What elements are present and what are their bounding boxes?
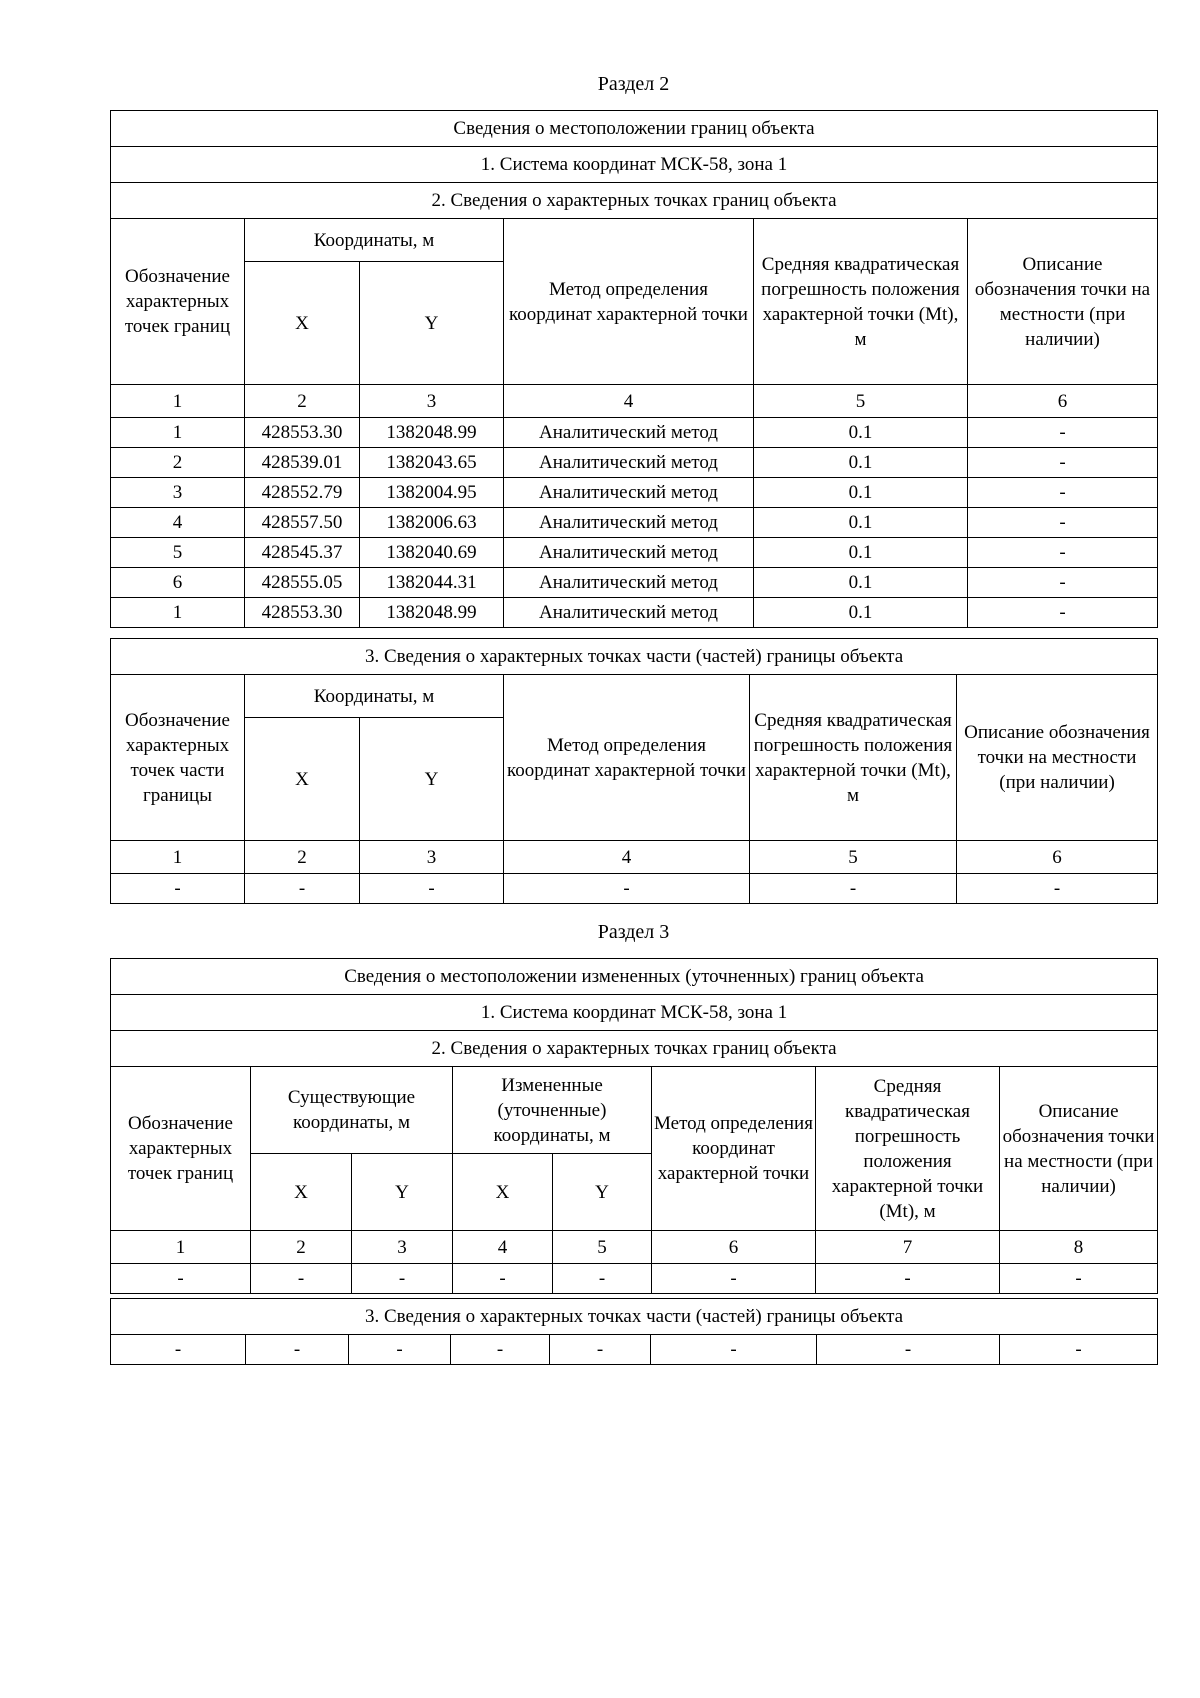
mt-cell: 0.1	[754, 508, 968, 538]
col-coords: Координаты, м	[245, 219, 504, 262]
col-number: 5	[754, 385, 968, 418]
col-changed-coords: Измененные (уточненные) координаты, м	[453, 1067, 652, 1154]
x-cell: 428553.30	[245, 598, 360, 628]
dash-cell: -	[550, 1335, 651, 1365]
table-row	[111, 598, 1158, 628]
point-cell: 6	[111, 568, 245, 598]
dash-cell: -	[245, 874, 360, 904]
point-cell: 1	[111, 598, 245, 628]
point-cell: 3	[111, 478, 245, 508]
col-number: 3	[352, 1231, 453, 1264]
point-cell: 4	[111, 508, 245, 538]
x-cell: 428545.37	[245, 538, 360, 568]
col-y-existing: Y	[352, 1154, 453, 1231]
dash-cell: -	[1000, 1335, 1158, 1365]
dash-cell: -	[246, 1335, 349, 1365]
y-cell: 1382040.69	[360, 538, 504, 568]
col-number: 6	[652, 1231, 816, 1264]
section3-part3-table	[110, 1298, 1158, 1365]
x-cell: 428539.01	[245, 448, 360, 478]
col-description: Описание обозначения точки на местности (при наличии)	[968, 219, 1158, 385]
dash-cell: -	[651, 1335, 817, 1365]
point-cell: 5	[111, 538, 245, 568]
table-row	[111, 508, 1158, 538]
col-number: 5	[553, 1231, 652, 1264]
section3-table	[110, 958, 1158, 1294]
y-cell: 1382006.63	[360, 508, 504, 538]
col-number: 8	[1000, 1231, 1158, 1264]
section3-part3-title: 3. Сведения о характерных точках части (частей) границы объекта	[111, 1299, 1158, 1335]
col-error: Средняя квадратическая погрешность положения характерной точки (Mt), м	[754, 219, 968, 385]
col-number: 2	[245, 385, 360, 418]
col-number: 2	[245, 841, 360, 874]
method-cell: Аналитический метод	[504, 508, 754, 538]
method-cell: Аналитический метод	[504, 448, 754, 478]
col-number: 1	[111, 841, 245, 874]
y-cell: 1382043.65	[360, 448, 504, 478]
col-number: 5	[750, 841, 957, 874]
dash-cell: -	[750, 874, 957, 904]
dash-cell: -	[251, 1264, 352, 1294]
dash-cell: -	[111, 1264, 251, 1294]
desc-cell: -	[968, 418, 1158, 448]
section3-part2-title: 2. Сведения о характерных точках границ объекта	[111, 1031, 1158, 1067]
col-error: Средняя квадратическая погрешность положения характерной точки (Mt), м	[816, 1067, 1000, 1231]
col-number: 4	[453, 1231, 553, 1264]
col-description: Описание обозначения точки на местности (при наличии)	[957, 675, 1158, 841]
table-row	[111, 538, 1158, 568]
section2-part2-title: 2. Сведения о характерных точках границ объекта	[111, 183, 1158, 219]
dash-cell: -	[111, 1335, 246, 1365]
section2-part3-title: 3. Сведения о характерных точках части (частей) границы объекта	[111, 639, 1158, 675]
col-x-existing: X	[251, 1154, 352, 1231]
method-cell: Аналитический метод	[504, 568, 754, 598]
col-number: 7	[816, 1231, 1000, 1264]
x-cell: 428552.79	[245, 478, 360, 508]
y-cell: 1382044.31	[360, 568, 504, 598]
col-coords: Координаты, м	[245, 675, 504, 718]
col-number: 4	[504, 841, 750, 874]
col-description: Описание обозначения точки на местности (при наличии)	[1000, 1067, 1158, 1231]
dash-cell: -	[1000, 1264, 1158, 1294]
desc-cell: -	[968, 598, 1158, 628]
col-designation: Обозначение характерных точек границ	[111, 1067, 251, 1231]
dash-cell: -	[816, 1264, 1000, 1294]
col-number: 3	[360, 385, 504, 418]
desc-cell: -	[968, 538, 1158, 568]
dash-cell: -	[111, 874, 245, 904]
col-number: 3	[360, 841, 504, 874]
mt-cell: 0.1	[754, 568, 968, 598]
col-number: 2	[251, 1231, 352, 1264]
y-cell: 1382048.99	[360, 598, 504, 628]
dash-cell: -	[451, 1335, 550, 1365]
dash-cell: -	[817, 1335, 1000, 1365]
table-row	[111, 1335, 1158, 1365]
col-method: Метод определения координат характерной точки	[504, 219, 754, 385]
col-existing-coords: Существующие координаты, м	[251, 1067, 453, 1154]
dash-cell: -	[553, 1264, 652, 1294]
desc-cell: -	[968, 478, 1158, 508]
desc-cell: -	[968, 568, 1158, 598]
method-cell: Аналитический метод	[504, 598, 754, 628]
section3-title: Раздел 3	[597, 921, 670, 943]
table-row	[111, 418, 1158, 448]
dash-cell: -	[349, 1335, 451, 1365]
dash-cell: -	[360, 874, 504, 904]
col-number: 4	[504, 385, 754, 418]
x-cell: 428553.30	[245, 418, 360, 448]
col-error: Средняя квадратическая погрешность положения характерной точки (Mt), м	[750, 675, 957, 841]
col-number: 6	[968, 385, 1158, 418]
col-number: 6	[957, 841, 1158, 874]
col-x: X	[245, 718, 360, 841]
method-cell: Аналитический метод	[504, 538, 754, 568]
mt-cell: 0.1	[754, 418, 968, 448]
method-cell: Аналитический метод	[504, 418, 754, 448]
table-row	[111, 874, 1158, 904]
col-number: 1	[111, 1231, 251, 1264]
col-y: Y	[360, 718, 504, 841]
y-cell: 1382048.99	[360, 418, 504, 448]
dash-cell: -	[352, 1264, 453, 1294]
point-cell: 1	[111, 418, 245, 448]
mt-cell: 0.1	[754, 538, 968, 568]
x-cell: 428555.05	[245, 568, 360, 598]
point-cell: 2	[111, 448, 245, 478]
col-y: Y	[360, 262, 504, 385]
section3-header: Сведения о местоположении измененных (уточненных) границ объекта	[111, 959, 1158, 995]
mt-cell: 0.1	[754, 598, 968, 628]
section2-header: Сведения о местоположении границ объекта	[111, 111, 1158, 147]
section2-part3-table	[110, 638, 1158, 904]
table-row	[111, 568, 1158, 598]
desc-cell: -	[968, 508, 1158, 538]
table-row	[111, 478, 1158, 508]
col-method: Метод определения координат характерной точки	[652, 1067, 816, 1231]
mt-cell: 0.1	[754, 448, 968, 478]
col-method: Метод определения координат характерной точки	[504, 675, 750, 841]
dash-cell: -	[957, 874, 1158, 904]
col-y-changed: Y	[553, 1154, 652, 1231]
method-cell: Аналитический метод	[504, 478, 754, 508]
desc-cell: -	[968, 448, 1158, 478]
col-designation: Обозначение характерных точек границ	[111, 219, 245, 385]
col-x: X	[245, 262, 360, 385]
y-cell: 1382004.95	[360, 478, 504, 508]
x-cell: 428557.50	[245, 508, 360, 538]
dash-cell: -	[453, 1264, 553, 1294]
mt-cell: 0.1	[754, 478, 968, 508]
dash-cell: -	[652, 1264, 816, 1294]
dash-cell: -	[504, 874, 750, 904]
section2-coord-system: 1. Система координат МСК-58, зона 1	[111, 147, 1158, 183]
section2-table	[110, 110, 1158, 628]
section3-coord-system: 1. Система координат МСК-58, зона 1	[111, 995, 1158, 1031]
col-number: 1	[111, 385, 245, 418]
table-row	[111, 1264, 1158, 1294]
section2-title: Раздел 2	[597, 73, 670, 95]
col-x-changed: X	[453, 1154, 553, 1231]
col-designation: Обозначение характерных точек части границы	[111, 675, 245, 841]
table-row	[111, 448, 1158, 478]
